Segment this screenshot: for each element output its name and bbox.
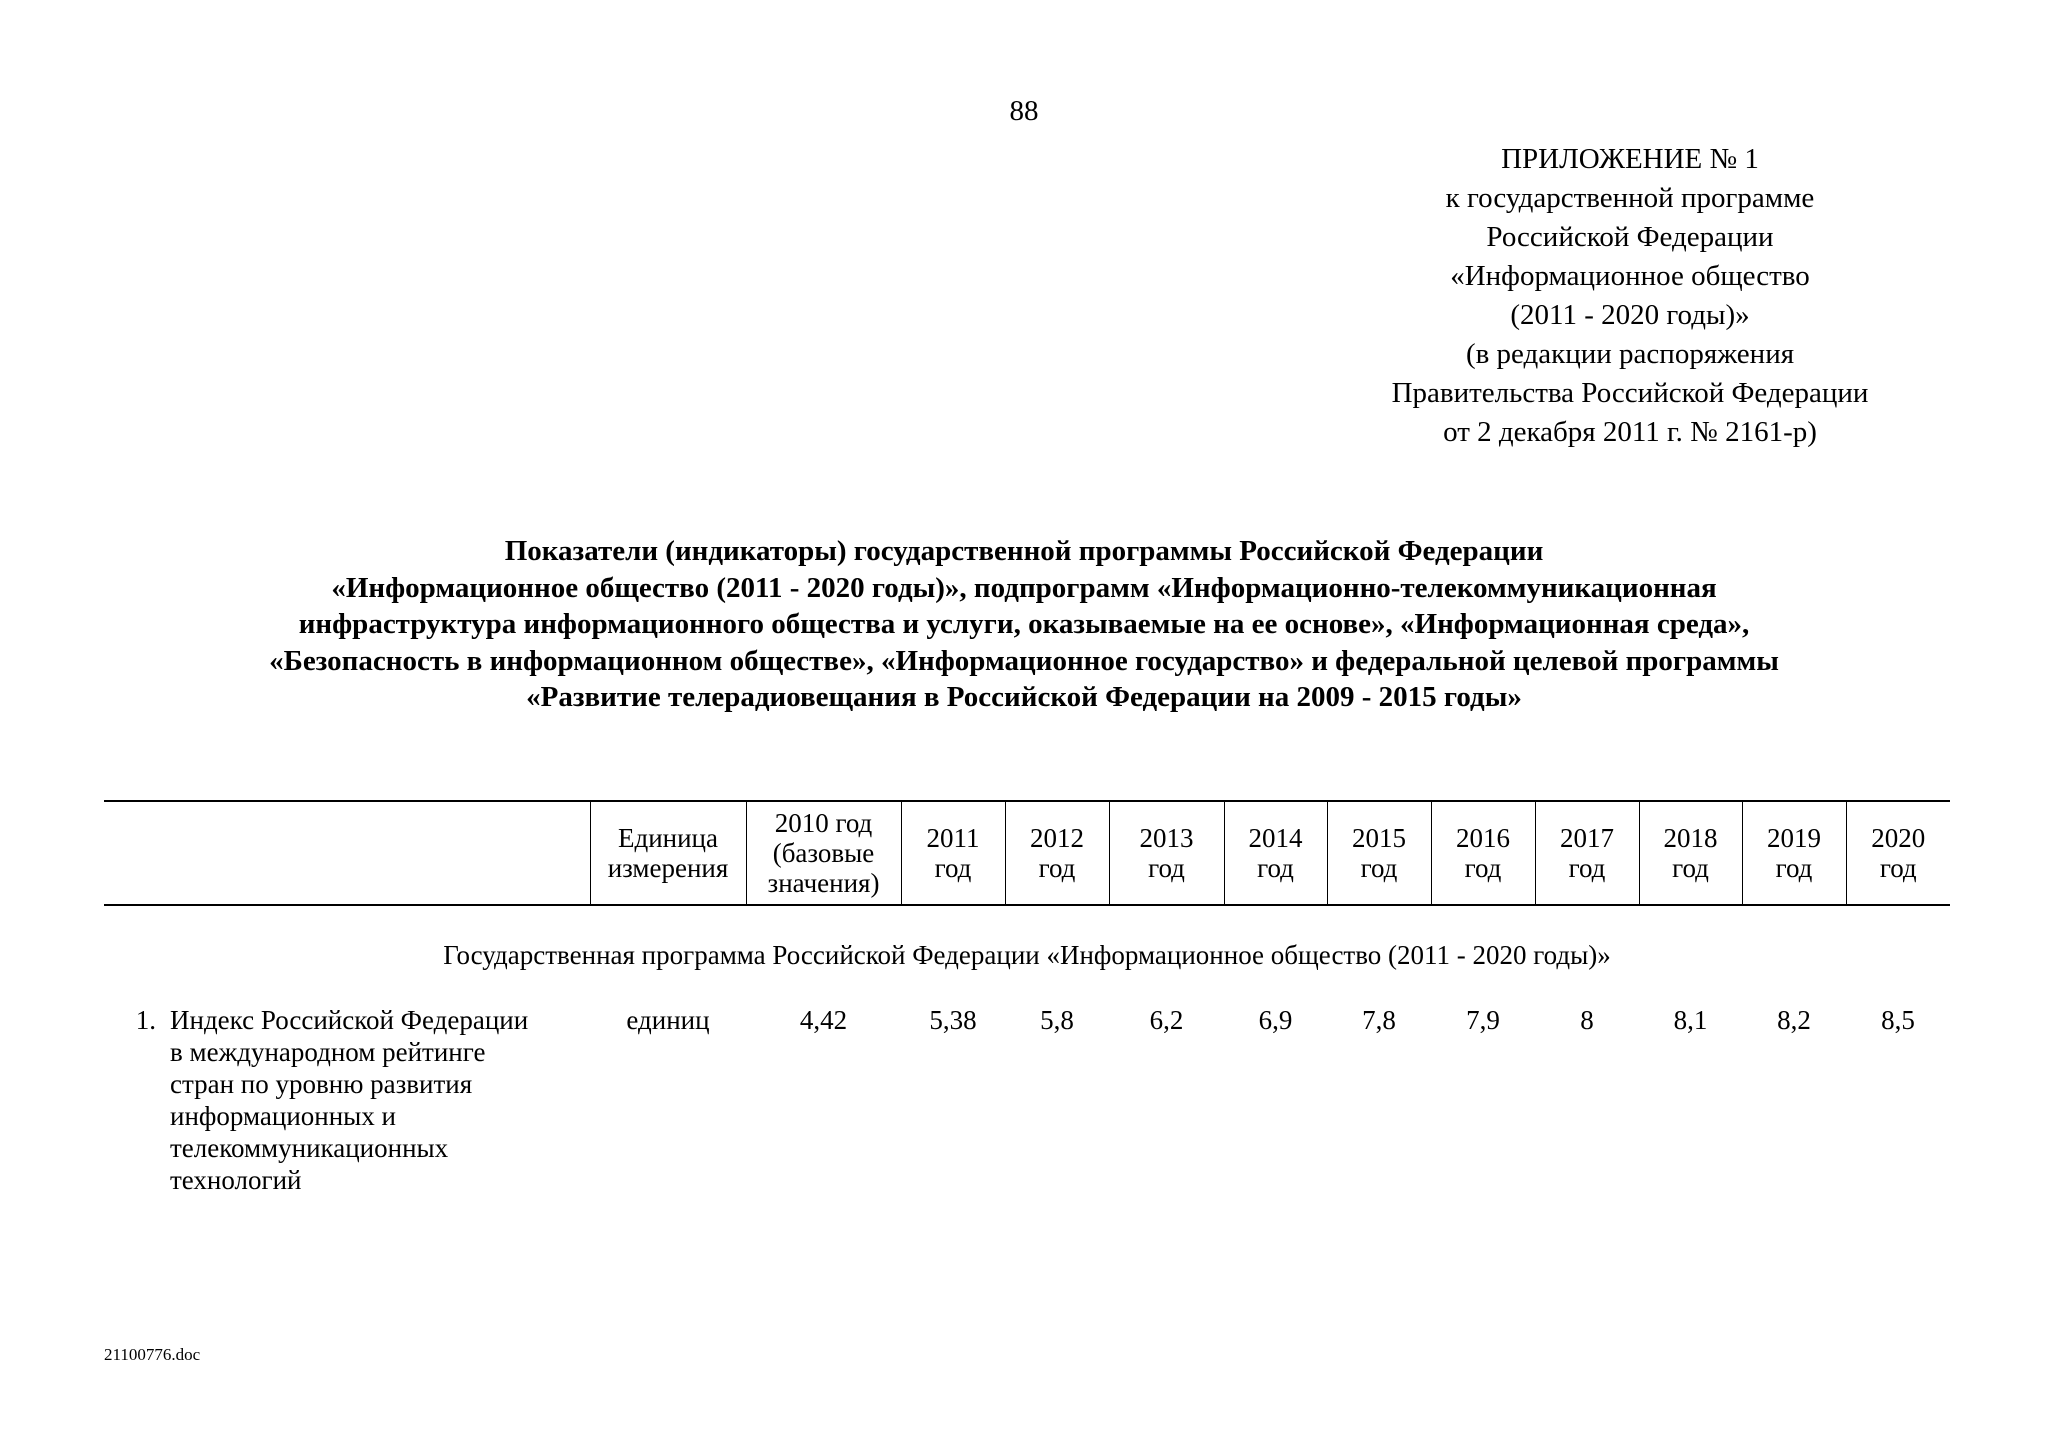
title-line: «Безопасность в информационном обществе», «Информационное государство» и федеральной целевой программы — [269, 644, 1779, 677]
header-text: год — [1775, 853, 1813, 883]
header-text: 2014 — [1248, 823, 1303, 853]
header-text: 2020 — [1871, 823, 1926, 853]
header-year-2015 — [1327, 801, 1431, 905]
header-text: значения) — [767, 868, 880, 898]
header-text: 2012 — [1030, 823, 1084, 853]
value-cell-2017: 8 — [1580, 1005, 1594, 1035]
header-text: 2011 — [926, 823, 980, 853]
header-year-2011 — [901, 801, 1005, 905]
header-year-2016 — [1431, 801, 1535, 905]
header-text: (базовые — [772, 838, 875, 868]
appendix-line: ПРИЛОЖЕНИЕ № 1 — [1501, 143, 1759, 175]
header-text: 2016 — [1456, 823, 1510, 853]
appendix-line: Правительства Российской Федерации — [1391, 377, 1869, 409]
title-line: «Информационное общество (2011 - 2020 годы)», подпрограмм «Информационно-телекоммуникационная — [331, 571, 1717, 604]
title-line: «Развитие телерадиовещания в Российской Федерации на 2009 - 2015 годы» — [526, 681, 1522, 713]
indicator-name-line: в международном рейтинге — [170, 1037, 486, 1067]
indicator-name-line: телекоммуникационных — [170, 1133, 449, 1163]
appendix-line: «Информационное общество — [1450, 260, 1810, 292]
header-year-2017 — [1535, 801, 1639, 905]
header-text: Единица — [617, 823, 718, 853]
footer-filename: 21100776.doc — [104, 1345, 201, 1364]
indicators-table — [104, 800, 1950, 1197]
indicator-name-line: стран по уровню развития — [170, 1069, 473, 1099]
header-year-2019 — [1742, 801, 1846, 905]
value-cell-2019: 8,2 — [1777, 1005, 1811, 1035]
header-year-2020 — [1846, 801, 1950, 905]
value-cell-2018: 8,1 — [1673, 1005, 1708, 1035]
value-cell-2011: 5,38 — [929, 1005, 977, 1035]
value-cell-2010: 4,42 — [799, 1005, 848, 1035]
row-index: 1. — [135, 1005, 156, 1035]
value-cell-2014: 6,9 — [1258, 1005, 1293, 1035]
header-unit — [590, 801, 746, 905]
header-text: измерения — [607, 853, 729, 883]
header-year-2018 — [1639, 801, 1742, 905]
indicator-name-line: информационных и — [170, 1101, 397, 1131]
appendix-line: от 2 декабря 2011 г. № 2161-р) — [1443, 416, 1817, 448]
appendix-line: (2011 - 2020 годы)» — [1510, 299, 1750, 331]
page-number: 88 — [1009, 95, 1039, 127]
appendix-line: к государственной программе — [1445, 182, 1815, 214]
table-header-row — [104, 801, 1950, 905]
title-line: инфраструктура информационного общества и услуги, оказываемые на ее основе», «Информационная среда», — [298, 608, 1750, 640]
header-text: год — [1568, 853, 1606, 883]
table-row — [104, 1000, 1950, 1197]
document-title — [60, 533, 1988, 716]
section-title: Государственная программа Российской Федерации «Информационное общество (2011 - 2020 годы)» — [443, 940, 1611, 970]
value-cell-2020: 8,5 — [1881, 1005, 1915, 1035]
header-text: 2017 — [1560, 823, 1614, 853]
value-cell-2013: 6,2 — [1149, 1005, 1184, 1035]
value-cell-2016: 7,9 — [1466, 1005, 1500, 1035]
value-cell-2012: 5,8 — [1040, 1005, 1074, 1035]
header-text: 2018 — [1663, 823, 1718, 853]
unit-cell: единиц — [626, 1005, 710, 1035]
appendix-block — [1290, 140, 1970, 452]
header-text: год — [1464, 853, 1502, 883]
header-text: 2013 — [1139, 823, 1194, 853]
appendix-line: Российской Федерации — [1486, 221, 1774, 253]
header-text: год — [1360, 853, 1398, 883]
header-text: 2010 год — [774, 808, 873, 838]
header-indicator — [104, 801, 590, 905]
indicator-name-line: Индекс Российской Федерации — [170, 1005, 529, 1035]
header-text: год — [1148, 853, 1185, 883]
appendix-line: (в редакции распоряжения — [1465, 338, 1795, 370]
indicator-name — [170, 1000, 590, 1197]
header-text: год — [1257, 853, 1294, 883]
header-text: год — [1672, 853, 1709, 883]
header-base-2010 — [746, 801, 901, 905]
value-cell-2015: 7,8 — [1362, 1005, 1396, 1035]
indicator-name-line: технологий — [170, 1165, 302, 1195]
header-year-2012 — [1005, 801, 1109, 905]
header-year-2014 — [1224, 801, 1327, 905]
title-line: Показатели (индикаторы) государственной программы Российской Федерации — [504, 535, 1544, 567]
header-text: год — [1038, 853, 1076, 883]
header-text: год — [934, 853, 972, 883]
header-text: 2019 — [1767, 823, 1821, 853]
header-text: год — [1879, 853, 1917, 883]
section-row — [104, 905, 1950, 1000]
header-year-2013 — [1109, 801, 1224, 905]
header-text: 2015 — [1352, 823, 1406, 853]
